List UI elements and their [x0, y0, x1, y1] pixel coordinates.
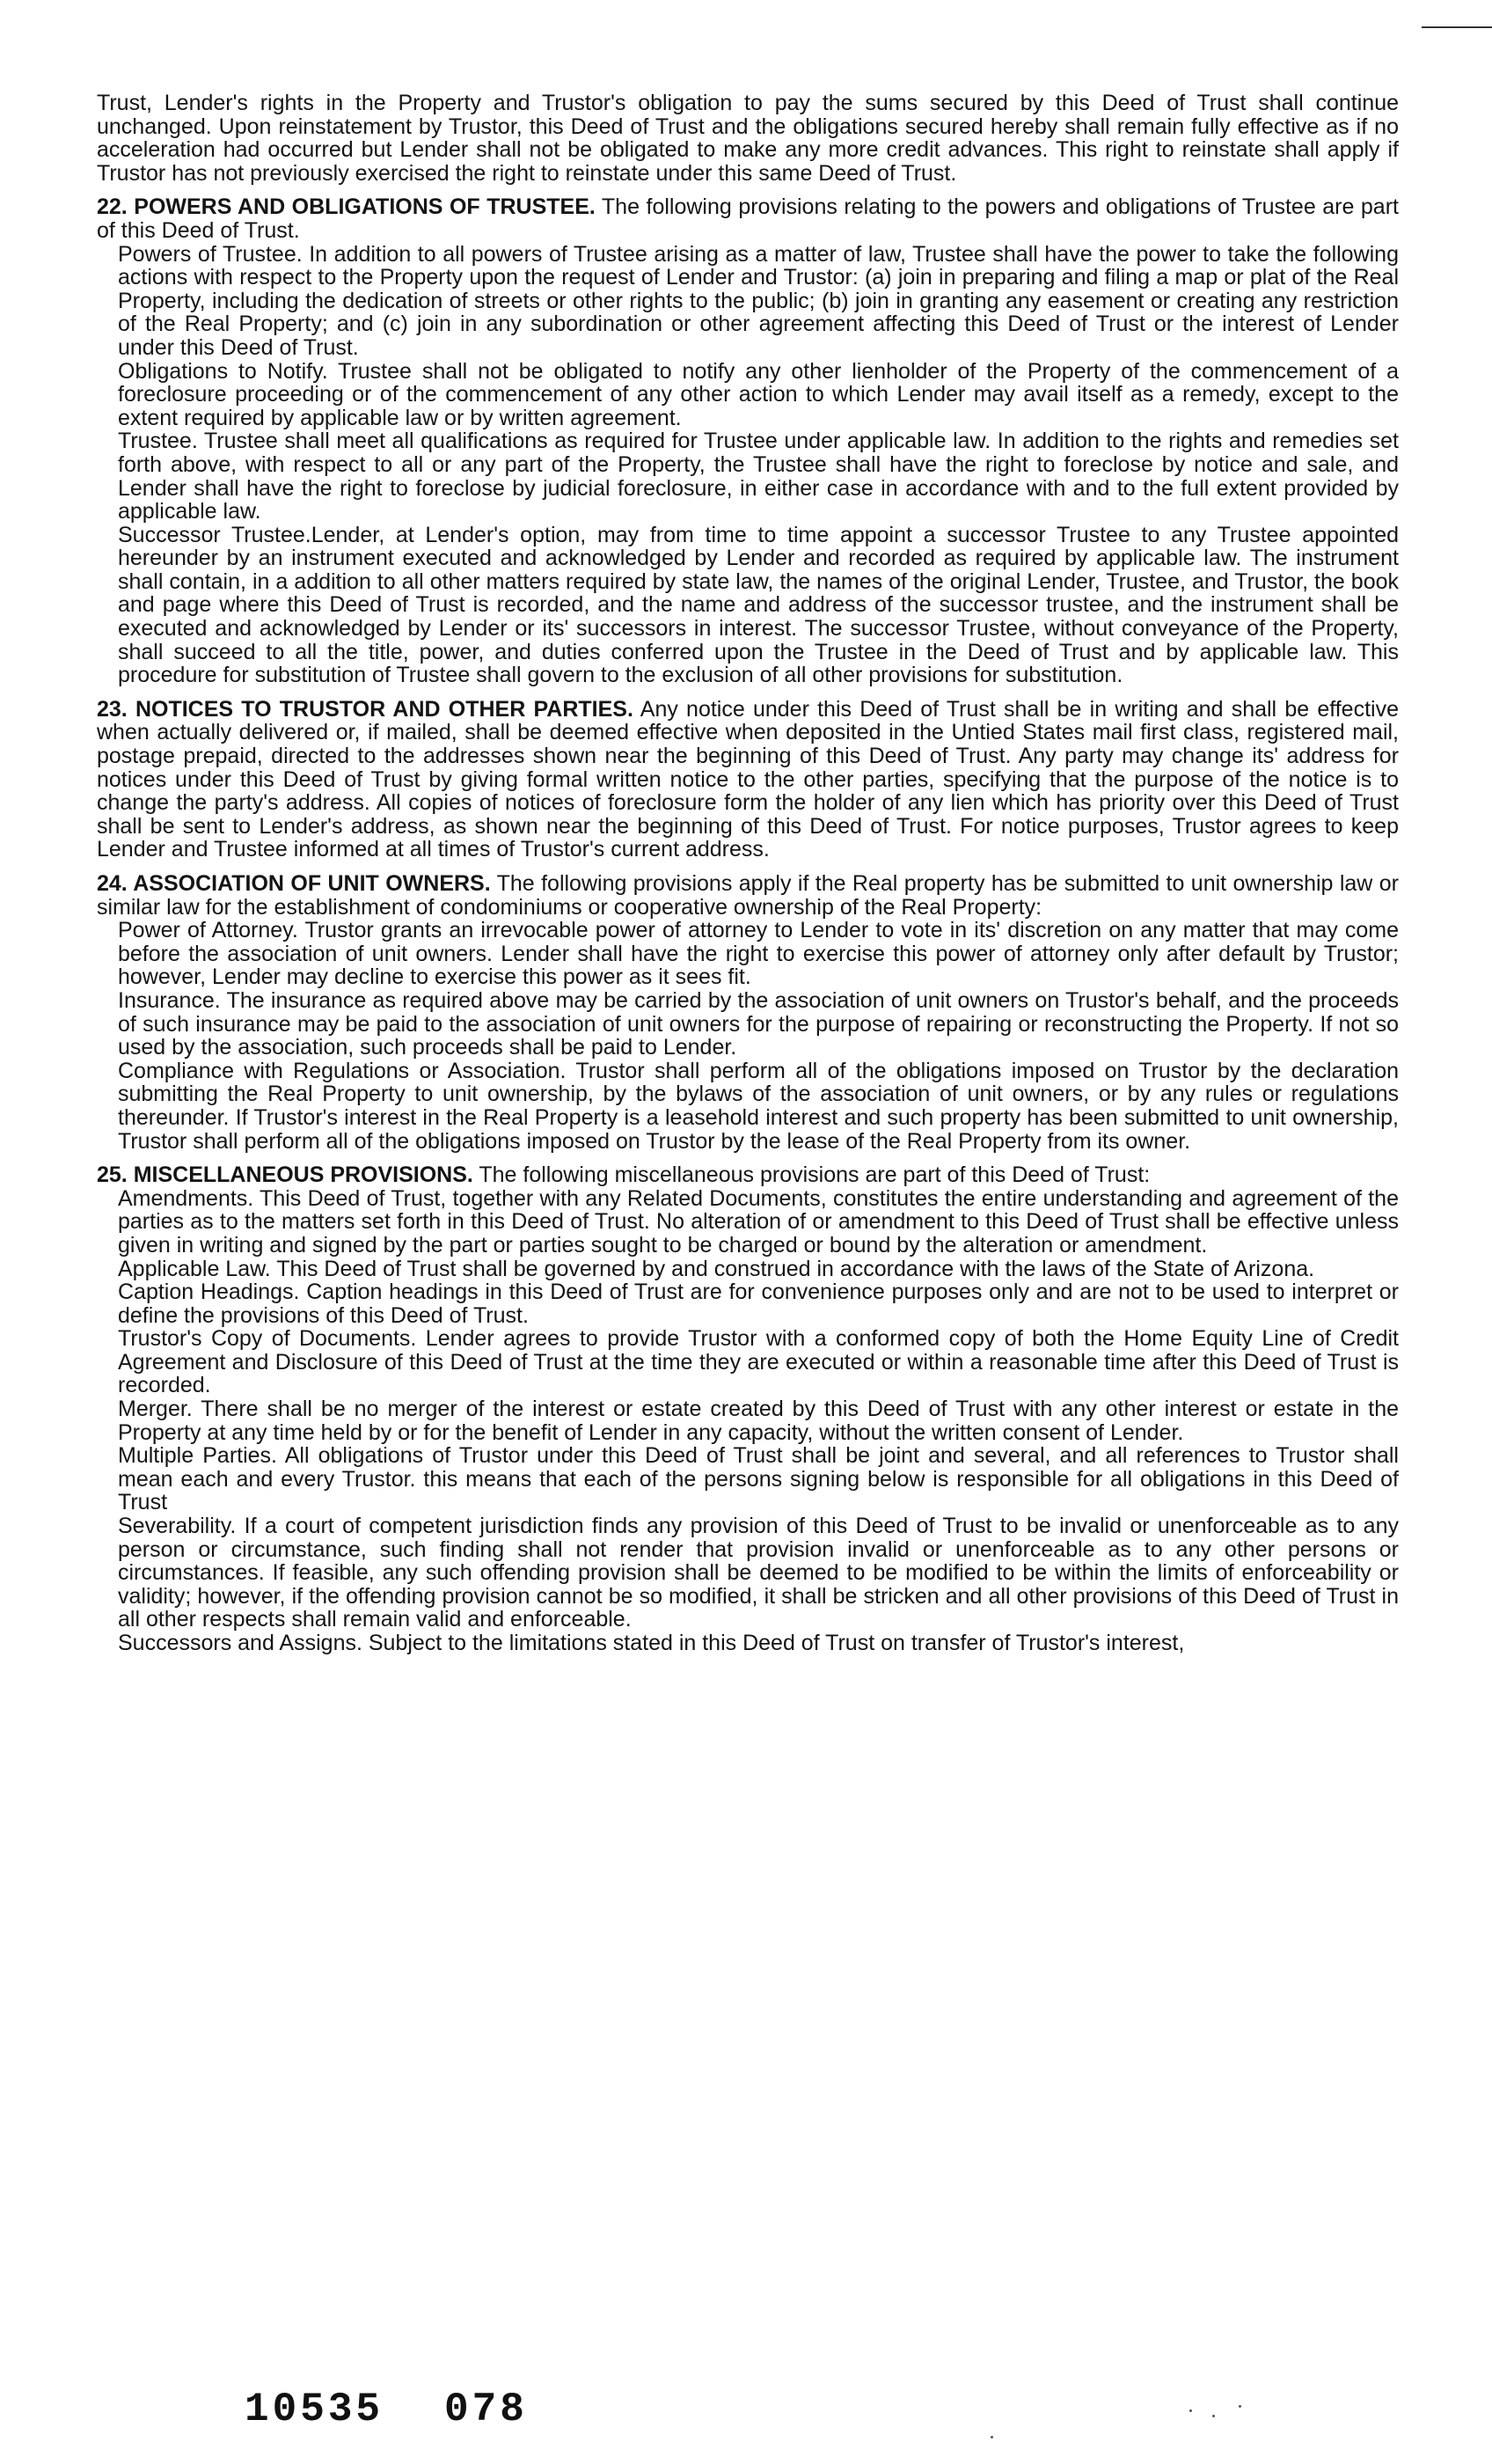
section-25-heading: 25. MISCELLANEOUS PROVISIONS.: [97, 1162, 473, 1188]
merger-clause: Merger. There shall be no merger of the interest or estate created by this Deed of Trust with any other interest or estate in the Property at any time held by or for the benefit of Lender in any capacity, without the written consent of Lender.: [118, 1397, 1399, 1445]
section-22-intro: [97, 195, 1399, 242]
insurance-clause: Insurance. The insurance as required above may be carried by the association of unit owners on Trustor's behalf, and the proceeds of such insurance may be paid to the association of unit owners for the purpose of repairing or reconstructing the Property. If not so used by the association, such proceeds shall be paid to Lender.: [118, 987, 1399, 1060]
deed-of-trust-page: [97, 92, 1399, 1655]
applicable-law-clause: Applicable Law. This Deed of Trust shall be governed by and construed in accordance with the laws of the State of Arizona.: [118, 1256, 1315, 1281]
trustors-copy-clause: Trustor's Copy of Documents. Lender agrees to provide Trustor with a conformed copy of both the Home Equity Line of Credit Agreement and Disclosure of this Deed of Trust at the time they are executed or within a reasonable time after this Deed of Trust is recorded.: [118, 1326, 1399, 1398]
section-22-heading: 22. POWERS AND OBLIGATIONS OF TRUSTEE.: [97, 194, 596, 220]
successors-assigns-clause: Successors and Assigns. Subject to the limitations stated in this Deed of Trust on transfer of Trustor's interest,: [118, 1631, 1185, 1655]
section-22-text: The following provisions relating to the powers and obligations of Trustee are part of this Deed of Trust.: [97, 194, 1399, 243]
section-23: [97, 698, 1399, 862]
scan-speck: [991, 2436, 993, 2438]
continuation-paragraph: Trust, Lender's rights in the Property and Trustor's obligation to pay the sums secured by this Deed of Trust shall continue unchanged. Upon reinstatement by Trustor, this Deed of Trust and the obligations secured hereby shall remain fully effective as if no acceleration had occurred but Lender shall not be obligated to make any more credit advances. This right to reinstate shall apply if Trustor has not previously exercised the right to reinstate under this same Deed of Trust.: [97, 91, 1399, 186]
section-24-intro: [97, 872, 1399, 919]
caption-headings-clause: Caption Headings. Caption headings in this Deed of Trust are for convenience purposes only and are not to be used to interpret or define the provisions of this Deed of Trust.: [118, 1280, 1399, 1328]
section-24-heading: 24. ASSOCIATION OF UNIT OWNERS.: [97, 871, 491, 896]
obligations-to-notify: Obligations to Notify. Trustee shall not be obligated to notify any other lienholder of the Property of the commencement of a foreclosure proceeding or of the commencement of any other action to which Lender may avail itself as a remedy, except to the extent required by applicable law or by written agreement.: [118, 358, 1399, 430]
recording-book-number: 10535: [245, 2387, 384, 2432]
amendments-clause: Amendments. This Deed of Trust, together with any Related Documents, constitutes the entire understanding and agreement of the parties as to the matters set forth in this Deed of Trust. No alteration of or amendment to this Deed of Trust shall be effective unless given in writing and signed by the part or parties sought to be charged or bound by the alteration or amendment.: [118, 1185, 1399, 1258]
scan-speck: [1189, 2409, 1192, 2412]
section-23-text: Any notice under this Deed of Trust shall be in writing and shall be effective when actually delivered or, if mailed, shall be deemed effective when deposited in the Untied States mail first class, registered mail, postage prepaid, directed to the addresses shown near the beginning of this Deed of Trust. Any party may change its' address for notices under this Deed of Trust by giving formal written notice to the other parties, specifying that the purpose of the notice is to change the party's address. All copies of notices of foreclosure form the holder of any lien which has priority over this Deed of Trust shall be sent to Lender's address, as shown near the beginning of this Deed of Trust. For notice purposes, Trustor agrees to keep Lender and Trustee informed at all times of Trustor's current address.: [97, 696, 1399, 862]
section-25-text: The following miscellaneous provisions are part of this Deed of Trust:: [479, 1162, 1151, 1188]
scan-speck: [1239, 2405, 1241, 2408]
top-edge-rule: [1422, 26, 1492, 28]
multiple-parties-clause: Multiple Parties. All obligations of Trustor under this Deed of Trust shall be joint and several, and all references to Trustor shall mean each and every Trustor. this means that each of the persons signing below is responsible for all obligations in this Deed of Trust: [118, 1443, 1399, 1515]
section-25-intro: [97, 1163, 1399, 1187]
scan-speck: [1212, 2415, 1215, 2417]
section-23-intro: [97, 698, 1399, 862]
section-24: [97, 872, 1399, 1153]
recording-page-number: 078: [444, 2387, 528, 2432]
section-25: [97, 1163, 1399, 1654]
section-22: [97, 195, 1399, 686]
successor-trustee: Successor Trustee.Lender, at Lender's option, may from time to time appoint a successor Trustee to any Trustee appointed hereunder by an instrument executed and acknowledged by Lender and recorded as required by applicable law. The instrument shall contain, in a addition to all other matters required by state law, the names of the original Lender, Trustee, and Trustor, the book and page where this Deed of Trust is recorded, and the name and address of the successor trustee, and the instrument shall be executed and acknowledged by Lender or its' successors in interest. The successor Trustee, without conveyance of the Property, shall succeed to all the title, power, and duties conferred upon the Trustee in the Deed of Trust and by applicable law. This procedure for substitution of Trustee shall govern to the exclusion of all other provisions for substitution.: [118, 522, 1399, 688]
section-23-heading: 23. NOTICES TO TRUSTOR AND OTHER PARTIES.: [97, 696, 633, 722]
trustee-clause: Trustee. Trustee shall meet all qualifications as required for Trustee under applicable law. In addition to the rights and remedies set forth above, with respect to all or any part of the Property, the Trustee shall have the right to foreclose by notice and sale, and Lender shall have the right to foreclose by judicial foreclosure, in either case in accordance with and to the full extent provided by applicable law.: [118, 429, 1399, 524]
section-24-text: The following provisions apply if the Real property has be submitted to unit ownership law or similar law for the establishment of condominiums or cooperative ownership of the Real Property:: [97, 871, 1399, 920]
severability-clause: Severability. If a court of competent jurisdiction finds any provision of this Deed of Trust to be invalid or unenforceable as to any person or circumstance, such finding shall not render that provision invalid or unenforceable as to any other persons or circumstances. If feasible, any such offending provision shall be deemed to be modified to be within the limits of enforceability or validity; however, if the offending provision cannot be so modified, it shall be stricken and all other provisions of this Deed of Trust in all other respects shall remain valid and enforceable.: [118, 1514, 1399, 1632]
powers-of-trustee: Powers of Trustee. In addition to all powers of Trustee arising as a matter of law, Trustee shall have the power to take the following actions with respect to the Property upon the request of Lender and Trustor: (a) join in preparing and filing a map or plat of the Real Property, including the dedication of streets or other rights to the public; (b) join in granting any easement or creating any restriction of the Real Property; and (c) join in any subordination or other agreement affecting this Deed of Trust or the interest of Lender under this Deed of Trust.: [118, 241, 1399, 360]
power-of-attorney: Power of Attorney. Trustor grants an irrevocable power of attorney to Lender to vote in its' discretion on any matter that may come before the association of unit owners. Lender shall have the right to exercise this power of attorney only after default by Trustor; however, Lender may decline to exercise this power as it sees fit.: [118, 918, 1399, 990]
compliance-clause: Compliance with Regulations or Association. Trustor shall perform all of the obligations imposed on Trustor by the declaration submitting the Real Property to unit ownership, by the bylaws of the association of unit owners, or by any rules or regulations thereunder. If Trustor's interest in the Real Property is a leasehold interest and such property has been submitted to unit ownership, Trustor shall perform all of the obligations imposed on Trustor by the lease of the Real Property from its owner.: [118, 1058, 1399, 1154]
